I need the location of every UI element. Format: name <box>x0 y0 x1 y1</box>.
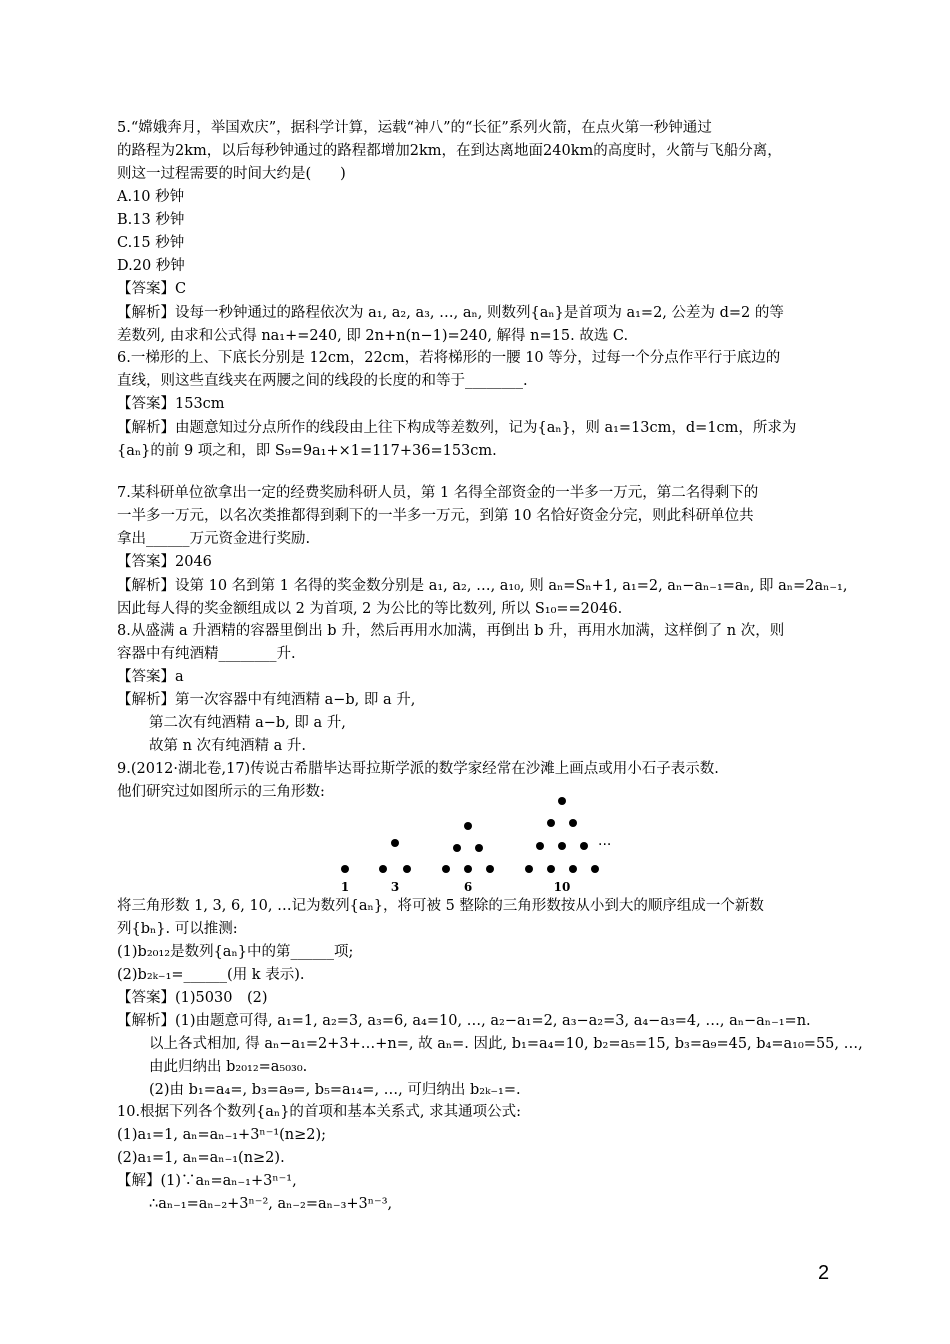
q10-sub-1: (1)a₁=1, aₙ=aₙ₋₁+3ⁿ⁻¹(n≥2); <box>117 1127 327 1143</box>
q7-answer: 【答案】2046 <box>117 554 212 570</box>
dot <box>379 865 387 873</box>
figure-label-6: 6 <box>463 880 473 893</box>
dot <box>525 865 533 873</box>
q9-line-2: 他们研究过如图所示的三角形数: <box>117 784 325 800</box>
dot <box>391 839 399 847</box>
q5-analysis-2: 差数列, 由求和公式得 na₁+=240, 即 2n+n(n−1)=240, 解得 n=15. 故选 C. <box>117 328 629 344</box>
dot <box>464 865 472 873</box>
q5-option-d: D.20 秒钟 <box>117 258 185 274</box>
q7-line-2: 一半多一万元，以名次类推都得到剩下的一半多一万元，到第 10 名恰好资金分完，则此科研单位共 <box>117 508 754 524</box>
figure-ellipsis: ··· <box>598 837 612 853</box>
dot <box>569 865 577 873</box>
q6-line-1: 6.一梯形的上、下底长分别是 12cm，22cm，若将梯形的一腰 10 等分，过每一个分点作平行于底边的 <box>117 350 781 366</box>
q9-analysis-3: 由此归纳出 b₂₀₁₂=a₅₀₃₀. <box>149 1059 308 1075</box>
q8-line-2: 容器中有纯酒精________升. <box>117 646 296 662</box>
q9-analysis-4: (2)由 b₁=a₄=, b₃=a₉=, b₅=a₁₄=, …, 可归纳出 b₂ₖ₋₁=. <box>149 1082 521 1098</box>
q10-line-1: 10.根据下列各个数列{aₙ}的首项和基本关系式, 求其通项公式: <box>117 1104 522 1120</box>
dot <box>536 842 544 850</box>
q9-sub-1: (1)b₂₀₁₂是数列{aₙ}中的第______项; <box>117 944 354 960</box>
dot <box>580 842 588 850</box>
triangular-numbers-figure <box>330 793 620 893</box>
q9-analysis-2: 以上各式相加, 得 aₙ−a₁=2+3+…+n=, 故 aₙ=. 因此, b₁=a₄=10, b₂=a₅=15, b₃=a₉=45, b₄=a₁₀=55, …, <box>149 1036 863 1052</box>
dot <box>475 844 483 852</box>
q5-analysis-1: 【解析】设每一秒钟通过的路程依次为 a₁, a₂, a₃, …, aₙ, 则数列{aₙ}是首项为 a₁=2, 公差为 d=2 的等 <box>117 305 784 321</box>
dot <box>547 865 555 873</box>
q8-analysis-3: 故第 n 次有纯酒精 a 升. <box>149 738 307 754</box>
q5-option-a: A.10 秒钟 <box>117 189 185 205</box>
q9-line-4: 列{bₙ}. 可以推测: <box>117 921 238 937</box>
q5-option-b: B.13 秒钟 <box>117 212 185 228</box>
dot <box>453 844 461 852</box>
dot <box>547 819 555 827</box>
q9-line-1: 9.(2012·湖北卷,17)传说古希腊毕达哥拉斯学派的数学家经常在沙滩上画点或用小石子表示数. <box>117 761 719 777</box>
figure-label-3: 3 <box>390 880 400 893</box>
q7-line-1: 7.某科研单位欲拿出一定的经费奖励科研人员，第 1 名得全部资金的一半多一万元，第二名得剩下的 <box>117 485 759 501</box>
q5-line-1: 5.“嫦娥奔月，举国欢庆”，据科学计算，运载“神八”的“长征”系列火箭，在点火第一秒钟通过 <box>117 120 712 136</box>
q5-answer: 【答案】C <box>117 281 187 297</box>
dot <box>442 865 450 873</box>
q6-analysis-1: 【解析】由题意知过分点所作的线段由上往下构成等差数列，记为{aₙ}，则 a₁=13cm，d=1cm，所求为 <box>117 420 797 436</box>
dot <box>403 865 411 873</box>
q10-sub-2: (2)a₁=1, aₙ=aₙ₋₁(n≥2). <box>117 1150 285 1166</box>
q7-analysis-2: 因此每人得的奖金额组成以 2 为首项, 2 为公比的等比数列, 所以 S₁₀==2046. <box>117 601 623 617</box>
q9-line-3: 将三角形数 1, 3, 6, 10, …记为数列{aₙ}，将可被 5 整除的三角形数按从小到大的顺序组成一个新数 <box>117 898 764 914</box>
q8-analysis-2: 第二次有纯酒精 a−b, 即 a 升, <box>149 715 346 731</box>
q10-solution-2: ∴aₙ₋₁=aₙ₋₂+3ⁿ⁻², aₙ₋₂=aₙ₋₃+3ⁿ⁻³, <box>149 1196 393 1212</box>
q6-analysis-2: {aₙ}的前 9 项之和，即 S₉=9a₁+×1=117+36=153cm. <box>117 443 497 459</box>
q8-line-1: 8.从盛满 a 升酒精的容器里倒出 b 升，然后再用水加满，再倒出 b 升，再用水加满，这样倒了 n 次，则 <box>117 623 785 639</box>
q9-sub-2: (2)b₂ₖ₋₁=______(用 k 表示). <box>117 967 305 983</box>
q8-answer: 【答案】a <box>117 669 184 685</box>
dot <box>341 865 349 873</box>
figure-label-1: 1 <box>340 880 350 893</box>
q7-line-3: 拿出______万元资金进行奖励. <box>117 531 311 547</box>
figure-label-10: 10 <box>553 880 571 893</box>
dot <box>464 822 472 830</box>
q10-solution-1: 【解】(1)∵aₙ=aₙ₋₁+3ⁿ⁻¹, <box>117 1173 297 1189</box>
q5-option-c: C.15 秒钟 <box>117 235 185 251</box>
dot <box>591 865 599 873</box>
q5-line-2: 的路程为2km，以后每秒钟通过的路程都增加2km，在到达离地面240km的高度时，火箭与飞船分离， <box>117 143 782 159</box>
dot <box>569 819 577 827</box>
q8-analysis-1: 【解析】第一次容器中有纯酒精 a−b, 即 a 升, <box>117 692 416 708</box>
q7-analysis-1: 【解析】设第 10 名到第 1 名得的奖金数分别是 a₁, a₂, …, a₁₀, 则 aₙ=Sₙ+1, a₁=2, aₙ−aₙ₋₁=aₙ, 即 aₙ=2aₙ₋₁, <box>117 578 848 594</box>
q9-answer: 【答案】(1)5030 (2) <box>117 990 268 1006</box>
dot <box>558 842 566 850</box>
dot <box>558 797 566 805</box>
q9-analysis-1: 【解析】(1)由题意可得, a₁=1, a₂=3, a₃=6, a₄=10, …, a₂−a₁=2, a₃−a₂=3, a₄−a₃=4, …, aₙ−aₙ₋₁=n. <box>117 1013 811 1029</box>
page-number: 2 <box>818 1262 830 1284</box>
dot <box>486 865 494 873</box>
q6-answer: 【答案】153cm <box>117 396 225 412</box>
q6-line-2: 直线，则这些直线夹在两腰之间的线段的长度的和等于________. <box>117 373 528 389</box>
q5-line-3: 则这一过程需要的时间大约是( ) <box>117 166 346 182</box>
